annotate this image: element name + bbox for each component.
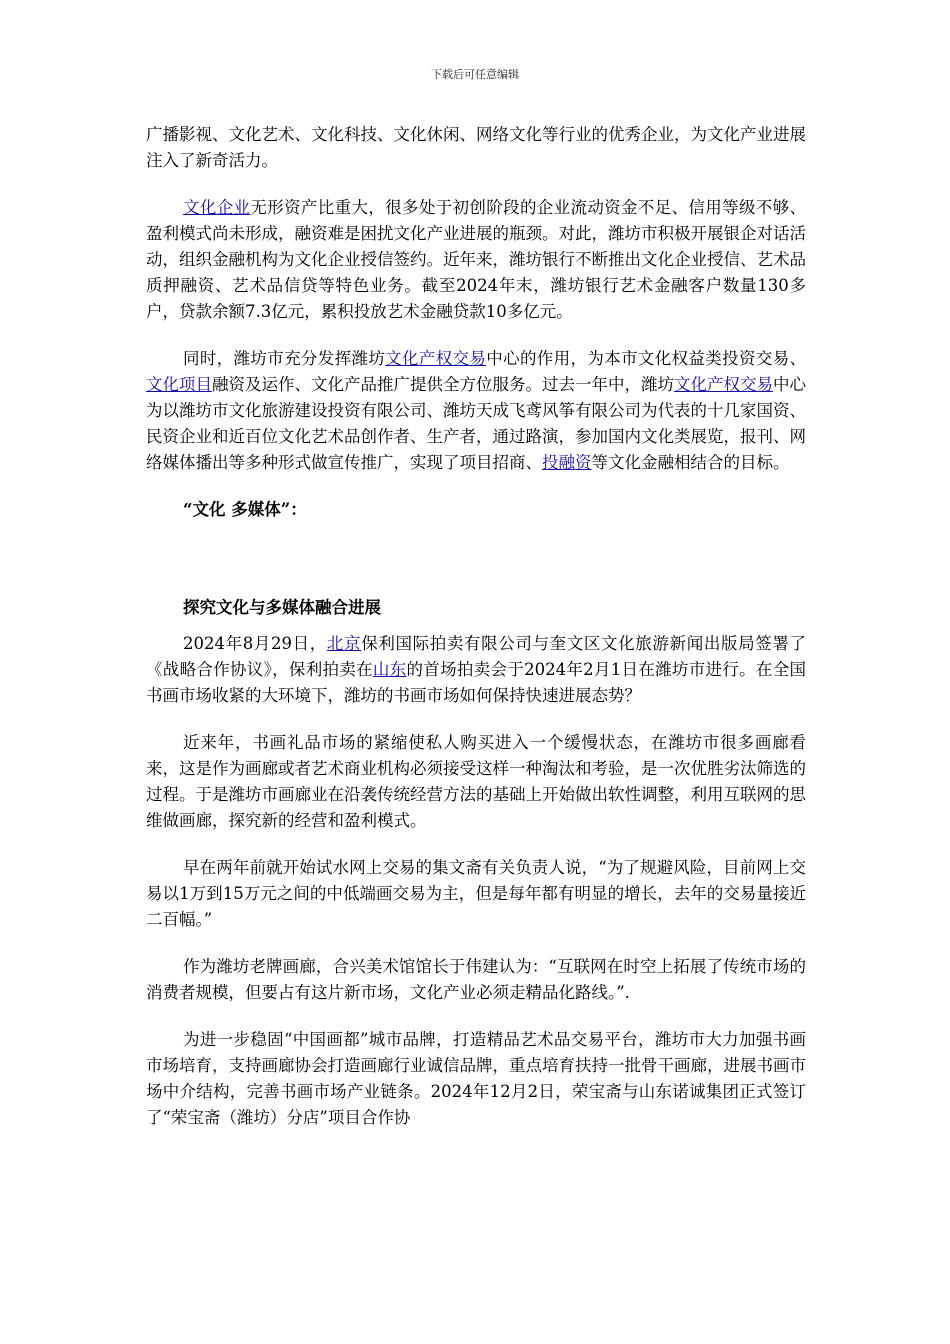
paragraph-2-text: 无形资产比重大，很多处于初创阶段的企业流动资金不足、信用等级不够、盈利模式尚未形成，融资难是困扰文化产业进展的瓶颈。对此，潍坊市积极开展银企对话活动，组织金融机构为文化企业授信签约。近年来，潍坊银行不断推出文化企业授信、艺术品质押融资、艺术品信贷等特色业务。截至2024年末，潍坊银行艺术金融客户数量130多户，贷款余额7.3亿元，累积投放艺术金融贷款10多亿元。 bbox=[146, 198, 807, 321]
paragraph-2 bbox=[146, 195, 806, 325]
paragraph-3-text-4: 中心为以潍坊市文化旅游建设投资有限公司、潍坊天成飞鸢风筝有限公司为代表的十几家国资、民资企业和近百位文化艺术品创作者、生产者，通过路演，参加国内文化类展览，报刊、网络媒体播出等多种形式做宣传推广，实现了项目招商、 bbox=[146, 375, 806, 472]
paragraph-3-text-3: 融资及运作、文化产品推广提供全方位服务。过去一年中，潍坊 bbox=[212, 375, 674, 394]
link-cultural-property-exchange-2[interactable]: 文化产权交易 bbox=[674, 375, 773, 394]
paragraph-1: 广播影视、文化艺术、文化科技、文化休闲、网络文化等行业的优秀企业，为文化产业进展注入了新奇活力。 bbox=[146, 125, 806, 170]
link-cultural-enterprise[interactable]: 文化企业 bbox=[183, 198, 251, 217]
paragraph-4 bbox=[146, 631, 806, 709]
paragraph-6: 早在两年前就开始试水网上交易的集文斋有关负责人说，“为了规避风险，目前网上交易以1万到15万元之间的中低端画交易为主，但是每年都有明显的增长，去年的交易量接近二百幅。” bbox=[146, 858, 806, 929]
link-cultural-project[interactable]: 文化项目 bbox=[146, 375, 212, 394]
link-shandong[interactable]: 山东 bbox=[372, 660, 407, 679]
link-cultural-property-exchange-1[interactable]: 文化产权交易 bbox=[385, 349, 487, 368]
article-body bbox=[146, 122, 806, 1152]
link-investment-financing[interactable]: 投融资 bbox=[542, 453, 592, 472]
paragraph-5: 近来年，书画礼品市场的紧缩使私人购买进入一个缓慢状态，在潍坊市很多画廊看来，这是作为画廊或者艺术商业机构必须接受这样一种淘汰和考验，是一次优胜劣汰筛选的过程。于是潍坊市画廊业在沿袭传统经营方法的基础上开始做出软性调整，利用互联网的思维做画廊，探究新的经营和盈利模式。 bbox=[146, 733, 806, 830]
paragraph-4-text-2: 保利国际拍卖有限公司与奎文区文化旅游新闻出版局签署了《战略合作协议》，保利拍卖在 bbox=[146, 634, 806, 679]
paragraph-4-text-1: 2024年8月29日， bbox=[183, 634, 327, 653]
paragraph-4-text-3: 的首场拍卖会于2024年2月1日在潍坊市进行。在全国书画市场收紧的大环境下，潍坊的书画市场如何保持快速进展态势？ bbox=[146, 660, 806, 705]
paragraph-7: 作为潍坊老牌画廊，合兴美术馆馆长于伟建认为：“互联网在时空上拓展了传统市场的消费者规模，但要占有这片新市场，文化产业必须走精品化路线。”. bbox=[146, 957, 806, 1002]
paragraph-3-text-1: 同时，潍坊市充分发挥潍坊 bbox=[183, 349, 386, 368]
section-subheading: 探究文化与多媒体融合进展 bbox=[183, 598, 381, 617]
paragraph-3 bbox=[146, 346, 806, 476]
paragraph-3-text-5: 等文化金融相结合的目标。 bbox=[591, 453, 790, 472]
page-header: 下载后可任意编辑 bbox=[431, 68, 519, 81]
section-heading-culture-multimedia: “文化 多媒体”： bbox=[183, 500, 307, 519]
paragraph-8: 为进一步稳固“中国画都”城市品牌，打造精品艺术品交易平台，潍坊市大力加强书画市场培育，支持画廊协会打造画廊行业诚信品牌，重点培育扶持一批骨干画廊，进展书画市场中介结构，完善书画市场产业链条。2024年12月2日，荣宝斋与山东诺诚集团正式签订了“荣宝斋（潍坊）分店”项目合作协 bbox=[146, 1030, 806, 1127]
paragraph-3-text-2: 中心的作用，为本市文化权益类投资交易、 bbox=[486, 349, 807, 368]
link-beijing[interactable]: 北京 bbox=[326, 634, 362, 653]
